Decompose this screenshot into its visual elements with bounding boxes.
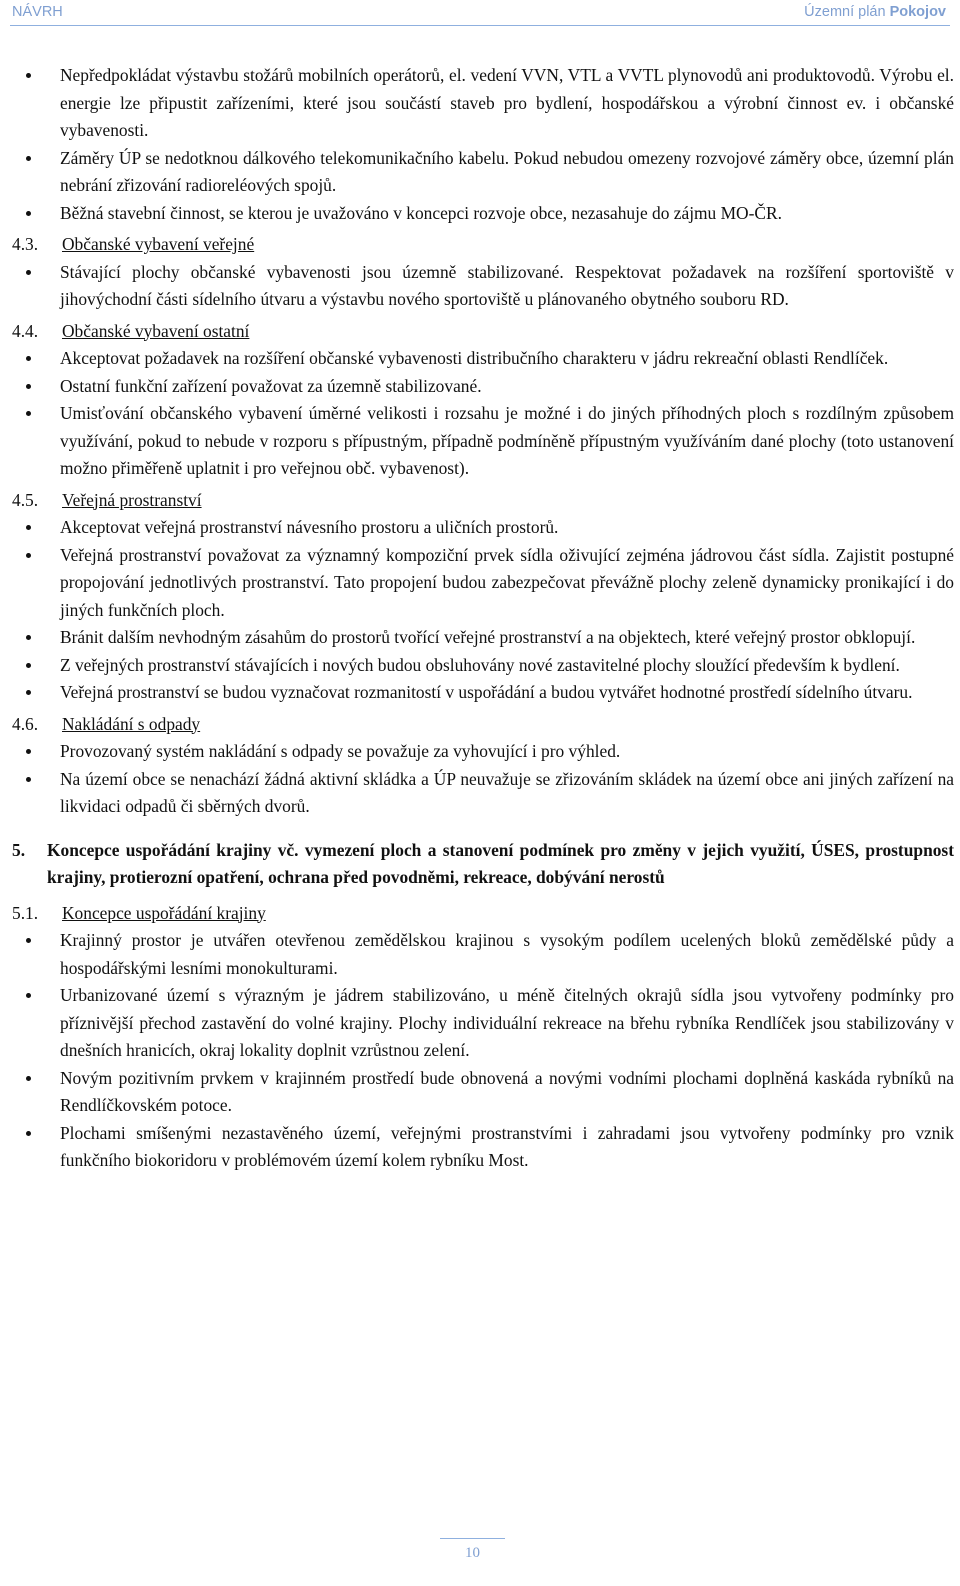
- bullet-icon: [26, 993, 31, 998]
- bullet-icon: [26, 525, 31, 530]
- bullet-icon: [26, 1076, 31, 1081]
- section-number: 4.3.: [12, 234, 39, 254]
- bullet-icon: [26, 211, 31, 216]
- bullet-icon: [26, 384, 31, 389]
- footer-rule: [440, 1538, 505, 1539]
- header-draft-label: NÁVRH: [12, 4, 63, 20]
- section-heading-4-6: [12, 711, 954, 739]
- bullet-icon: [26, 553, 31, 558]
- bullet-icon: [26, 156, 31, 161]
- chapter-heading-5: [12, 837, 954, 892]
- section-number: 4.6.: [12, 713, 39, 734]
- list-item: [12, 542, 954, 625]
- bullet-icon: [26, 356, 31, 361]
- list-item: [12, 1065, 954, 1120]
- page-number: 10: [465, 1545, 480, 1561]
- list-item: [12, 1120, 954, 1175]
- list-item: [12, 514, 954, 542]
- list-item-text: Záměry ÚP se nedotknou dálkového telekomunikačního kabelu. Pokud nebudou omezeny rozvojové záměry obce, územní plán nebrání zřizování radioreléových spojů.: [60, 147, 954, 195]
- bullet-icon: [26, 270, 31, 275]
- section-title: Nakládání s odpady: [62, 713, 201, 734]
- chapter-title: Koncepce uspořádání krajiny vč. vymezení ploch a stanovení podmínek pro změny v jejich využití, ÚSES, prostupnost krajiny, protierozní opatření, ochrana před povodněmi, rekreace, dobývání nerostů: [47, 839, 954, 887]
- header-document-title: [804, 4, 946, 20]
- list-item-text: Veřejná prostranství považovat za významný kompoziční prvek sídla oživující zejména jádrovou část sídla. Zajistit postupné propojování jednotlivých prostranství. Tato propojení budou zabezpečovat převážně plochy zeleně dynamicky pronikající i do jiných funkčních ploch.: [60, 544, 954, 620]
- chapter-number: 5.: [12, 839, 26, 860]
- list-item: [12, 145, 954, 200]
- list-item: [12, 982, 954, 1065]
- section-heading-5-1: [12, 900, 954, 928]
- header-rule: [10, 25, 950, 26]
- list-item: [12, 652, 954, 680]
- list-item-text: Akceptovat požadavek na rozšíření občanské vybavenosti distribučního charakteru v jádru rekreační oblasti Rendlíček.: [60, 348, 889, 368]
- section-number: 4.4.: [12, 320, 39, 341]
- list-item: [12, 738, 954, 766]
- list-item-text: Veřejná prostranství se budou vyznačovat rozmanitostí v uspořádání a budou vytvářet hodnotné prostředí sídelního útvaru.: [60, 682, 913, 702]
- header-municipality: Pokojov: [889, 4, 946, 20]
- list-item-text: Bránit dalším nevhodným zásahům do prostorů tvořící veřejné prostranství a na objektech, které veřejný prostor obklopují.: [60, 627, 916, 647]
- list-item-text: Z veřejných prostranství stávajících i nových budou obsluhovány nové zastavitelné plochy sloužící především k bydlení.: [60, 654, 900, 675]
- list-item-text: Ostatní funkční zařízení považovat za územně stabilizované.: [60, 375, 482, 396]
- list-item-text: Krajinný prostor je utvářen otevřenou zemědělskou krajinou s vysokým podílem ucelených bloků zemědělské půdy a hospodářskými lesními monokulturami.: [60, 930, 954, 978]
- section-number: 4.5.: [12, 489, 39, 510]
- section-number: 5.1.: [12, 902, 39, 923]
- page-header: [0, 0, 960, 26]
- section-title: Veřejná prostranství: [62, 489, 202, 510]
- list-item-text: Nepředpokládat výstavbu stožárů mobilních operátorů, el. vedení VVN, VTL a VVTL plynovodů ani produktovodů. Výrobu el. energie lze připustit zařízeními, které jsou součástí staveb pro bydlení, hospodářskou a výrobní činnost ev. i občanské vybavenosti.: [60, 65, 954, 140]
- section-title: Koncepce uspořádání krajiny: [62, 902, 266, 923]
- list-item-text: Novým pozitivním prvkem v krajinném prostředí bude obnovená a novými vodními plochami doplněná kaskáda rybníků na Rendlíčkovském potoce.: [60, 1067, 954, 1115]
- header-plan-label: Územní plán: [804, 4, 886, 20]
- bullet-icon: [26, 635, 31, 640]
- list-item-text: Na území obce se nenachází žádná aktivní skládka a ÚP neuvažuje se zřizováním skládek na území obce ani jiných zařízení na likvidaci odpadů či sběrných dvorů.: [60, 768, 954, 816]
- list-item: [12, 927, 954, 982]
- list-item: [12, 373, 954, 401]
- page-footer: [440, 1538, 505, 1578]
- list-item-text: Umisťování občanského vybavení úměrné velikosti i rozsahu je možné i do jiných příhodných ploch s rozdílným způsobem využívání, pokud to nebude v rozporu s přípustným, případně podmíněně přípustným využíváním dané plochy (toto ustanovení možno přiměřeně uplatnit i pro veřejnou obč. vybavenost).: [60, 403, 954, 478]
- list-item-text: Akceptovat veřejná prostranství návesního prostoru a uličních prostorů.: [60, 517, 559, 537]
- list-item-text: Běžná stavební činnost, se kterou je uvažováno v koncepci rozvoje obce, nezasahuje do zájmu MO-ČR.: [60, 202, 782, 223]
- section-title: Občanské vybavení ostatní: [62, 320, 250, 341]
- list-item-text: Plochami smíšenými nezastavěného území, veřejnými prostranstvími i zahradami jsou vytvořeny podmínky pro vznik funkčního biokoridoru v problémovém území kolem rybníku Most.: [60, 1122, 954, 1170]
- bullet-icon: [26, 749, 31, 754]
- bullet-icon: [26, 73, 31, 78]
- list-item: [12, 400, 954, 483]
- section-heading-4-4: [12, 318, 954, 346]
- list-item-text: Stávající plochy občanské vybavenosti jsou územně stabilizované. Respektovat požadavek na rozšíření sportoviště v jihovýchodní části sídelního útvaru a výstavbu nového sportoviště u plánovaného obytného souboru RD.: [60, 261, 954, 309]
- list-item: [12, 259, 954, 314]
- bullet-icon: [26, 690, 31, 695]
- bullet-icon: [26, 938, 31, 943]
- section-title: Občanské vybavení veřejné: [62, 234, 255, 254]
- section-heading-4-3: [12, 231, 954, 259]
- list-item: [12, 624, 954, 652]
- list-item-text: Urbanizované území s výrazným je jádrem stabilizováno, u méně čitelných okrajů sídla jsou vytvořeny podmínky pro příznivější přechod zastavění do volné krajiny. Plochy individuální rekreace na břehu rybníka Rendlíček jsou stabilizovány v dnešních hranicích, okraj lokality doplnit vzrůstnou zelení.: [60, 985, 954, 1060]
- document-body: [12, 62, 954, 1175]
- list-item: [12, 200, 954, 228]
- list-item: [12, 766, 954, 821]
- list-item: [12, 345, 954, 373]
- section-heading-4-5: [12, 487, 954, 515]
- list-item: [12, 679, 954, 707]
- list-item: [12, 62, 954, 145]
- list-item-text: Provozovaný systém nakládání s odpady se považuje za vyhovující i pro výhled.: [60, 741, 621, 761]
- bullet-icon: [26, 663, 31, 668]
- bullet-icon: [26, 1131, 31, 1136]
- bullet-icon: [26, 411, 31, 416]
- bullet-icon: [26, 777, 31, 782]
